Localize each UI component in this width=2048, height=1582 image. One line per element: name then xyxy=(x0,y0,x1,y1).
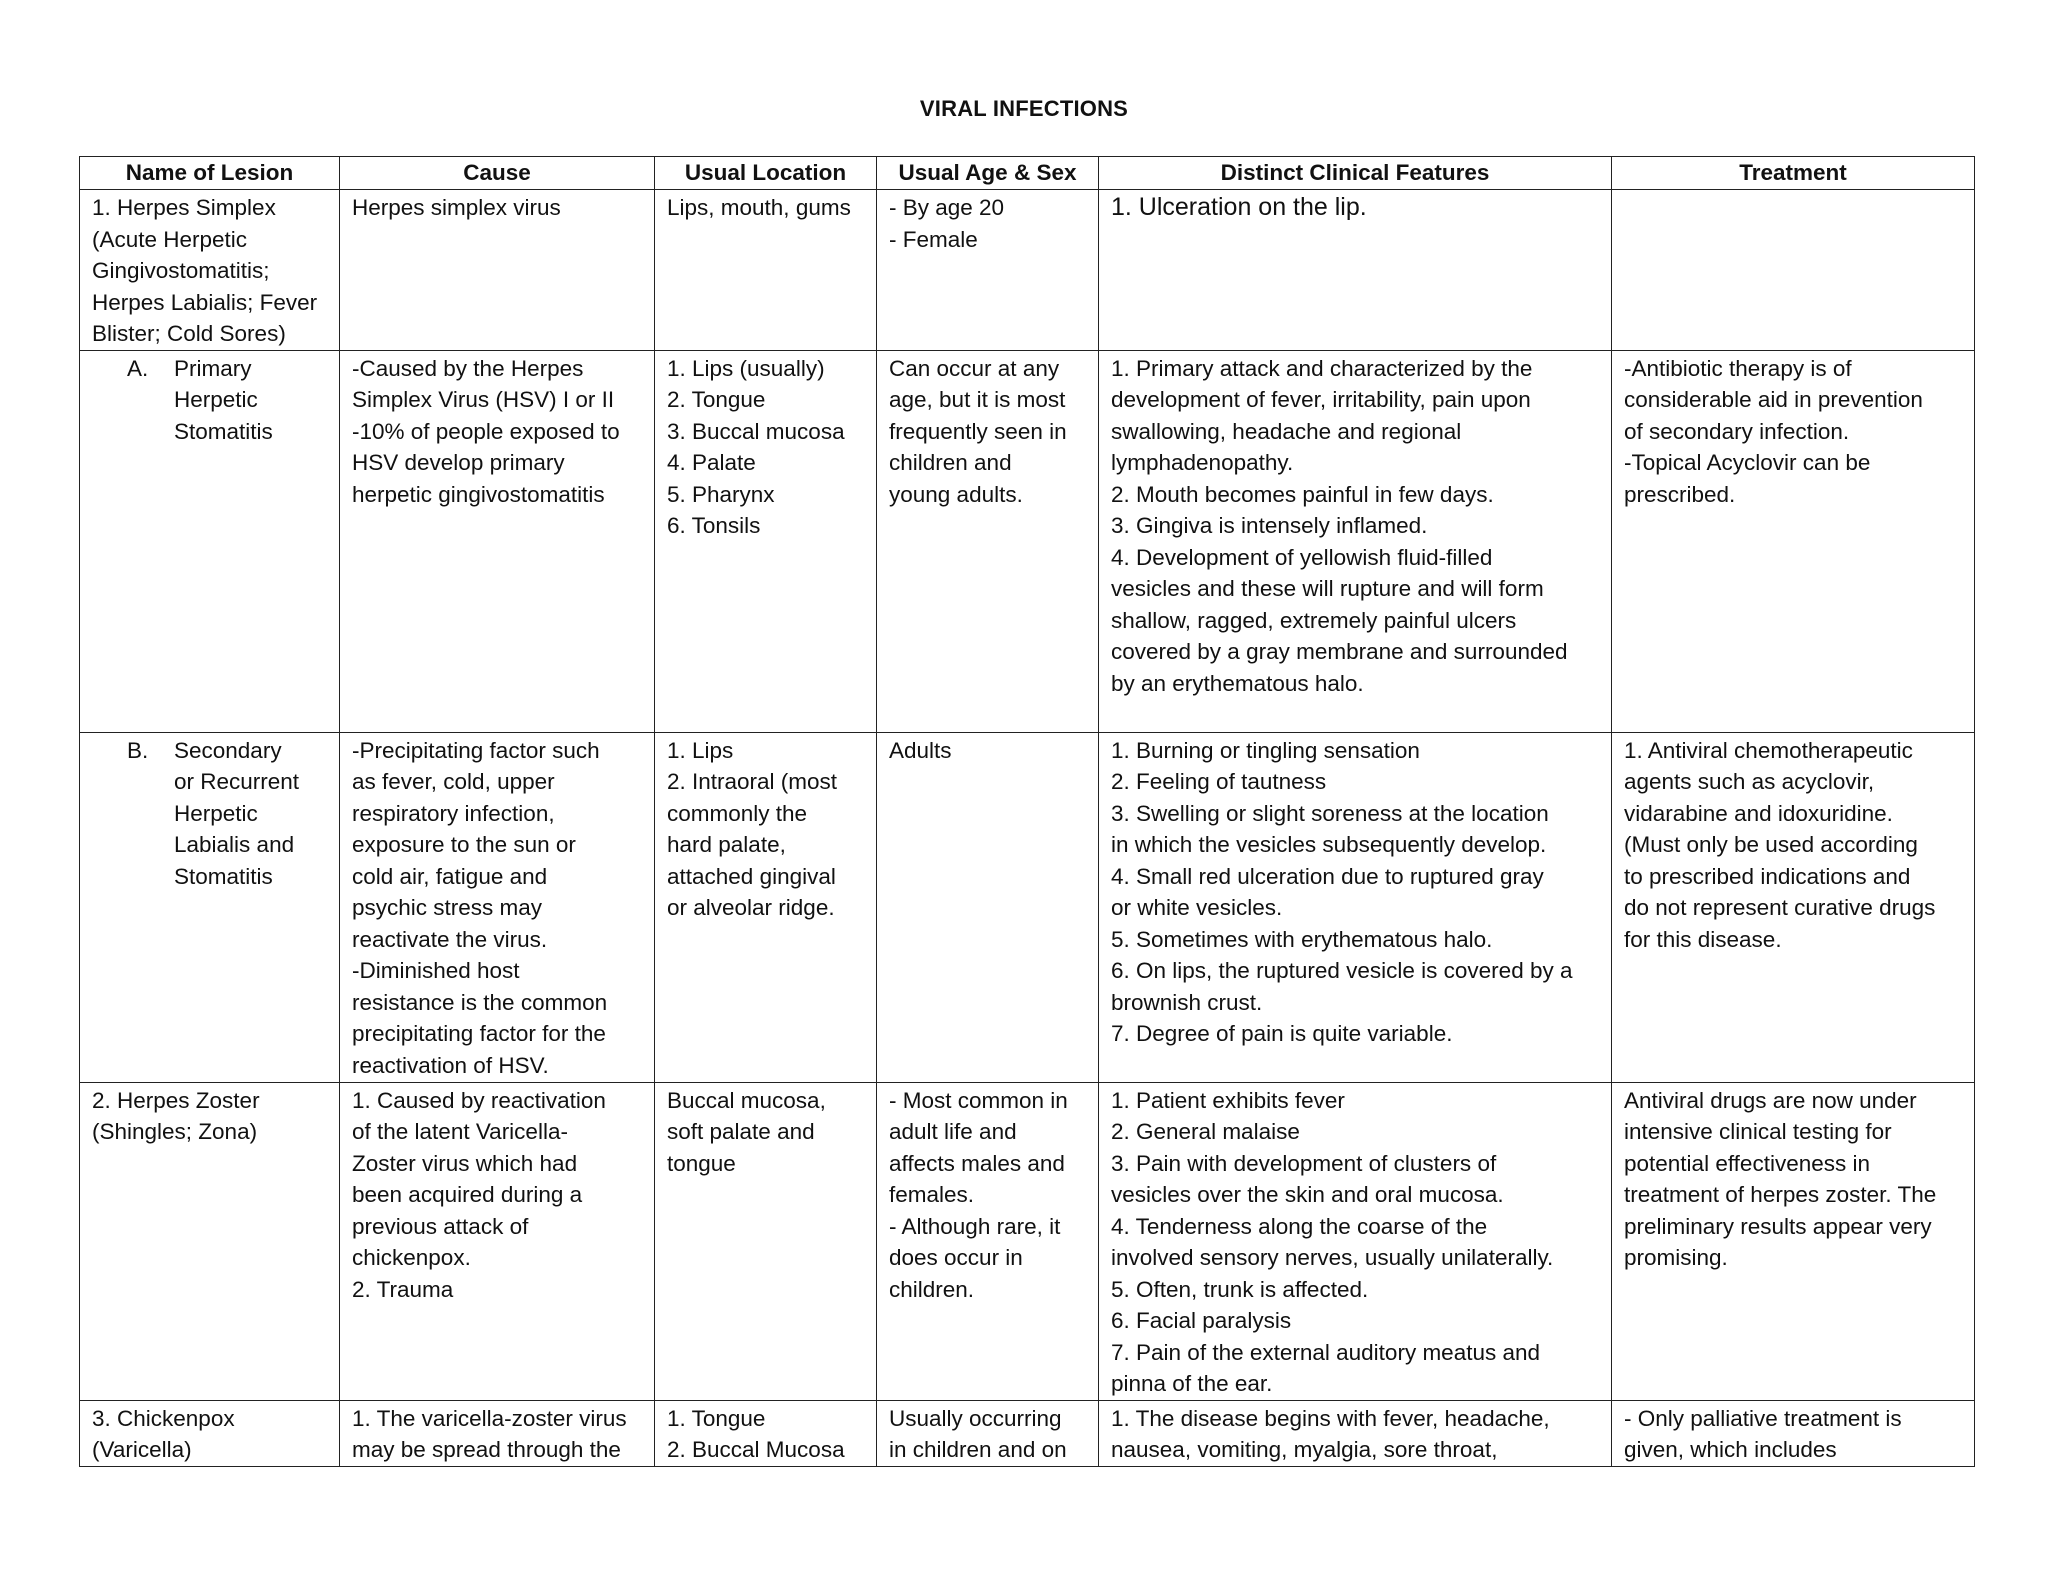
cause-cell xyxy=(340,190,655,351)
cell-text-line: 1. Tongue xyxy=(667,1405,766,1431)
cell-text-line: Lips, mouth, gums xyxy=(667,195,851,220)
table-row xyxy=(80,190,1975,351)
cell-text-line: nausea, vomiting, myalgia, sore throat, xyxy=(1111,1437,1498,1462)
cell-text-line: Stomatitis xyxy=(174,863,273,889)
cell-text-line: pinna of the ear. xyxy=(1111,1371,1273,1396)
cell-text-line: or alveolar ridge. xyxy=(667,895,835,920)
cell-text-line: or white vesicles. xyxy=(1111,895,1283,920)
cell-text-line: 3. Gingiva is intensely inflamed. xyxy=(1111,513,1428,538)
cell-text-line: 1. The varicella-zoster virus xyxy=(352,1405,627,1431)
age-sex-cell xyxy=(877,732,1099,1082)
sub-item-letter: B. xyxy=(127,737,149,763)
cell-text-line: adult life and xyxy=(889,1119,1017,1144)
cell-text-line: females. xyxy=(889,1182,975,1207)
cell-text-line: involved sensory nerves, usually unilaterally. xyxy=(1111,1245,1554,1270)
cell-text-line: Herpes Labialis; Fever xyxy=(92,289,318,315)
treatment-cell xyxy=(1612,1082,1975,1400)
cell-text-line: Herpetic xyxy=(174,387,258,412)
age-sex-cell xyxy=(877,1082,1099,1400)
cell-text-line: -Antibiotic therapy is of xyxy=(1624,355,1852,381)
cell-text-line: Buccal mucosa, xyxy=(667,1087,826,1113)
cell-text-line: vidarabine and idoxuridine. xyxy=(1624,800,1893,826)
cell-text-line: attached gingival xyxy=(667,863,836,889)
cell-text-line: resistance is the common xyxy=(352,989,608,1015)
cell-text-line: by an erythematous halo. xyxy=(1111,670,1364,696)
cell-text-line: Stomatitis xyxy=(174,418,273,444)
column-header-distinct-clinical-features: Distinct Clinical Features xyxy=(1099,157,1612,190)
cell-text-line: development of fever, irritability, pain upon xyxy=(1111,387,1531,412)
cell-text-line: - Although rare, it xyxy=(889,1213,1061,1239)
cell-text-line: does occur in xyxy=(889,1245,1023,1270)
cell-text-line: 1. The disease begins with fever, headache, xyxy=(1111,1405,1550,1431)
cell-text-line: given, which includes xyxy=(1624,1437,1837,1462)
cell-text-line: soft palate and xyxy=(667,1119,815,1144)
features-cell xyxy=(1099,190,1612,351)
cell-text-line: considerable aid in prevention xyxy=(1624,387,1923,412)
cell-text-line: cold air, fatigue and xyxy=(352,863,548,889)
column-header-usual-location: Usual Location xyxy=(655,157,877,190)
cell-text-line: 4. Small red ulceration due to ruptured gray xyxy=(1111,863,1544,889)
cell-text-line: lymphadenopathy. xyxy=(1111,450,1294,475)
cell-text-line: preliminary results appear very xyxy=(1624,1213,1932,1239)
treatment-cell xyxy=(1612,1400,1975,1466)
features-cell xyxy=(1099,1400,1612,1466)
cell-text-line: potential effectiveness in xyxy=(1624,1150,1870,1176)
cell-text-line: (Shingles; Zona) xyxy=(92,1119,258,1144)
location-cell xyxy=(655,350,877,732)
location-cell xyxy=(655,190,877,351)
features-cell xyxy=(1099,732,1612,1082)
cell-text-line: in which the vesicles subsequently develop. xyxy=(1111,832,1547,857)
cell-text-line: tongue xyxy=(667,1150,736,1176)
cell-text-line: 4. Development of yellowish fluid-filled xyxy=(1111,544,1493,570)
age-sex-cell xyxy=(877,190,1099,351)
cell-text-line: reactivation of HSV. xyxy=(352,1052,549,1078)
cell-text-line: (Acute Herpetic xyxy=(92,226,248,252)
cell-text-line: 1. Herpes Simplex xyxy=(92,195,276,220)
cell-text-line: 4. Palate xyxy=(667,450,756,475)
lesion-name-cell xyxy=(80,190,340,351)
cell-text-line: (Must only be used according xyxy=(1624,832,1918,857)
page-title: VIRAL INFECTIONS xyxy=(919,96,1129,121)
table-row xyxy=(80,1400,1975,1466)
cell-text-line: 3. Swelling or slight soreness at the location xyxy=(1111,800,1549,826)
cell-text-line: young adults. xyxy=(889,481,1023,507)
cell-text-line: Zoster virus which had xyxy=(352,1150,578,1176)
cell-text-line: swallowing, headache and regional xyxy=(1111,418,1462,444)
cell-text-line: 1. Ulceration on the lip. xyxy=(1111,193,1367,221)
cell-text-line: precipitating factor for the xyxy=(352,1021,606,1046)
cell-text-line: Blister; Cold Sores) xyxy=(92,321,286,346)
location-cell xyxy=(655,1082,877,1400)
cell-text-line: children and xyxy=(889,450,1012,475)
cell-text-line: Adults xyxy=(889,737,952,763)
cell-text-line: -Topical Acyclovir can be xyxy=(1624,450,1871,475)
cell-text-line: Antiviral drugs are now under xyxy=(1624,1087,1917,1113)
cell-text-line: in children and on xyxy=(889,1437,1067,1462)
cell-text-line: HSV develop primary xyxy=(352,450,565,475)
cell-text-line: 2. General malaise xyxy=(1111,1119,1300,1144)
cell-text-line: - Female xyxy=(889,226,978,252)
cell-text-line: 3. Chickenpox xyxy=(92,1405,235,1431)
cell-text-line: vesicles over the skin and oral mucosa. xyxy=(1111,1182,1504,1207)
cell-text-line: reactivate the virus. xyxy=(352,926,548,952)
cell-text-line: -10% of people exposed to xyxy=(352,418,620,444)
cell-text-line: shallow, ragged, extremely painful ulcers xyxy=(1111,607,1517,633)
cell-text-line: may be spread through the xyxy=(352,1437,621,1462)
cell-text-line: - Only palliative treatment is xyxy=(1624,1405,1902,1431)
cell-text-line: respiratory infection, xyxy=(352,800,555,826)
cell-text-line: for this disease. xyxy=(1624,926,1782,952)
cell-text-line: 2. Herpes Zoster xyxy=(92,1087,260,1113)
cell-text-line: Primary xyxy=(174,355,252,381)
cell-text-line: vesicles and these will rupture and will form xyxy=(1111,576,1544,601)
cause-cell xyxy=(340,1400,655,1466)
age-sex-cell xyxy=(877,350,1099,732)
cell-text-line: hard palate, xyxy=(667,832,786,857)
column-header-name-of-lesion: Name of Lesion xyxy=(80,157,340,190)
cell-text-line: Usually occurring xyxy=(889,1405,1062,1431)
cause-cell xyxy=(340,1082,655,1400)
cell-text-line: of secondary infection. xyxy=(1624,418,1850,444)
cell-text-line: Labialis and xyxy=(174,832,295,857)
cell-text-line: prescribed. xyxy=(1624,481,1736,507)
features-cell xyxy=(1099,1082,1612,1400)
cell-text-line: herpetic gingivostomatitis xyxy=(352,481,605,507)
cell-text-line: - Most common in xyxy=(889,1087,1068,1113)
cell-text-line: covered by a gray membrane and surrounded xyxy=(1111,639,1568,664)
cell-text-line: 5. Sometimes with erythematous halo. xyxy=(1111,926,1493,952)
cell-text-line: 6. Tonsils xyxy=(667,513,761,538)
cell-text-line: commonly the xyxy=(667,800,808,826)
cell-text-line: chickenpox. xyxy=(352,1245,471,1270)
cell-text-line: 1. Lips xyxy=(667,737,734,763)
cell-text-line: 7. Pain of the external auditory meatus and xyxy=(1111,1339,1541,1365)
column-header-cause: Cause xyxy=(340,157,655,190)
treatment-cell xyxy=(1612,732,1975,1082)
cell-text-line: 3. Pain with development of clusters of xyxy=(1111,1150,1497,1176)
cell-text-line: 3. Buccal mucosa xyxy=(667,418,845,444)
cell-text-line: exposure to the sun or xyxy=(352,832,576,857)
sub-item-letter: A. xyxy=(127,355,149,381)
cell-text-line: - By age 20 xyxy=(889,195,1005,220)
cell-text-line: -Caused by the Herpes xyxy=(352,355,584,381)
location-cell xyxy=(655,732,877,1082)
cell-text-line: 2. Mouth becomes painful in few days. xyxy=(1111,481,1494,507)
table-header-row xyxy=(80,157,1975,190)
lesion-name-cell xyxy=(80,1400,340,1466)
cell-text-line: to prescribed indications and xyxy=(1624,863,1911,889)
table-row xyxy=(80,1082,1975,1400)
cell-text-line: Can occur at any xyxy=(889,355,1060,381)
cell-text-line: 1. Antiviral chemotherapeutic xyxy=(1624,737,1913,763)
cell-text-line: 4. Tenderness along the coarse of the xyxy=(1111,1213,1488,1239)
lesion-name-cell xyxy=(80,1082,340,1400)
cell-text-line: Secondary xyxy=(174,737,282,763)
cell-text-line: 2. Tongue xyxy=(667,387,766,412)
cell-text-line: as fever, cold, upper xyxy=(352,769,555,794)
cell-text-line: 5. Pharynx xyxy=(667,481,775,507)
cell-text-line: -Precipitating factor such xyxy=(352,737,600,763)
cell-text-line: 5. Often, trunk is affected. xyxy=(1111,1276,1369,1302)
cell-text-line: brownish crust. xyxy=(1111,989,1263,1015)
cause-cell xyxy=(340,350,655,732)
table-row xyxy=(80,732,1975,1082)
cell-text-line: previous attack of xyxy=(352,1213,529,1239)
cell-text-line: intensive clinical testing for xyxy=(1624,1119,1892,1144)
cell-text-line: age, but it is most xyxy=(889,387,1066,412)
cell-text-line: or Recurrent xyxy=(174,769,300,794)
cell-text-line: been acquired during a xyxy=(352,1182,583,1207)
cell-text-line: 6. On lips, the ruptured vesicle is covered by a xyxy=(1111,958,1573,983)
cell-text-line: affects males and xyxy=(889,1150,1065,1176)
cell-text-line: 6. Facial paralysis xyxy=(1111,1308,1292,1333)
cell-text-line: of the latent Varicella- xyxy=(352,1119,568,1144)
cell-text-line: promising. xyxy=(1624,1245,1728,1270)
cell-text-line: frequently seen in xyxy=(889,418,1067,444)
cell-text-line: 2. Intraoral (most xyxy=(667,769,838,794)
cell-text-line: 2. Buccal Mucosa xyxy=(667,1437,845,1462)
location-cell xyxy=(655,1400,877,1466)
cell-text-line: -Diminished host xyxy=(352,958,520,983)
cell-text-line: 7. Degree of pain is quite variable. xyxy=(1111,1021,1453,1046)
cell-text-line: 1. Patient exhibits fever xyxy=(1111,1087,1345,1113)
cell-text-line: 1. Primary attack and characterized by the xyxy=(1111,355,1533,381)
age-sex-cell xyxy=(877,1400,1099,1466)
cell-text-line: 1. Caused by reactivation xyxy=(352,1087,606,1113)
cell-text-line: agents such as acyclovir, xyxy=(1624,769,1875,794)
cell-text-line: Gingivostomatitis; xyxy=(92,258,270,283)
treatment-cell xyxy=(1612,190,1975,351)
lesion-name-cell xyxy=(80,732,340,1082)
cell-text-line: (Varicella) xyxy=(92,1437,192,1462)
cell-text-line: Simplex Virus (HSV) I or II xyxy=(352,387,615,412)
cell-text-line: 2. Feeling of tautness xyxy=(1111,769,1327,794)
cell-text-line: psychic stress may xyxy=(352,895,543,920)
column-header-usual-age-sex: Usual Age & Sex xyxy=(877,157,1099,190)
lesion-name-cell xyxy=(80,350,340,732)
cell-text-line: Herpetic xyxy=(174,800,258,826)
cell-text-line: do not represent curative drugs xyxy=(1624,895,1936,920)
cell-text-line: 2. Trauma xyxy=(352,1276,454,1302)
treatment-cell xyxy=(1612,350,1975,732)
table-row xyxy=(80,350,1975,732)
viral-infections-table xyxy=(79,156,1975,1467)
cell-text-line: 1. Lips (usually) xyxy=(667,355,825,381)
column-header-treatment: Treatment xyxy=(1612,157,1975,190)
cell-text-line: Herpes simplex virus xyxy=(352,195,561,220)
cell-text-line: 1. Burning or tingling sensation xyxy=(1111,737,1420,763)
features-cell xyxy=(1099,350,1612,732)
cell-text-line: treatment of herpes zoster. The xyxy=(1624,1182,1937,1207)
cell-text-line: children. xyxy=(889,1276,975,1302)
cause-cell xyxy=(340,732,655,1082)
